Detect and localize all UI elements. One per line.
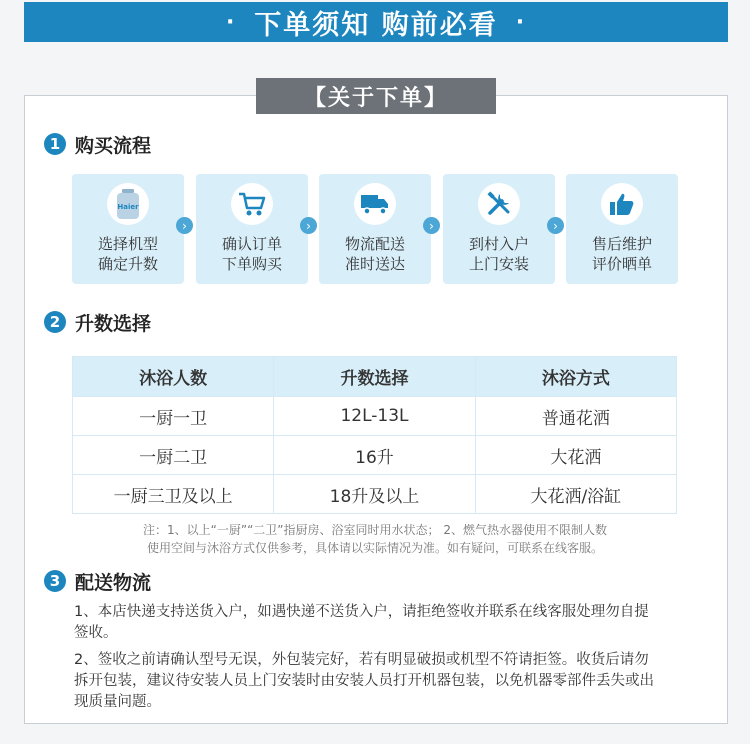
delivery-paragraph: 2、签收之前请确认型号无误，外包装完好，若有明显破损或机型不符请拒签。收货后请勿拆开包装，建议待安装人员上门安装时由安装人员打开机器包装，以免机器零部件丢失或出现质量问题。: [74, 652, 654, 710]
delivery-paragraph: 1、本店快递支持送货入户，如遇快递不送货入户，请拒绝签收并联系在线客服处理勿自提签收。: [74, 604, 649, 641]
step-label-line1: 选择机型: [97, 235, 158, 253]
table-cell: 一厨三卫及以上: [73, 475, 274, 514]
step-logistics: [319, 174, 431, 284]
banner-dot-right: ·: [515, 9, 527, 35]
note-line: 使用空间与沐浴方式仅供参考，具体请以实际情况为准。如有疑问，可联系在线客服。: [146, 541, 603, 555]
chevron-right-icon: ›: [300, 217, 317, 234]
chevron-right-icon: ›: [176, 217, 193, 234]
step-label-line1: 确认订单: [221, 235, 282, 253]
section-number-badge: 1: [44, 133, 66, 155]
section-delivery-heading: [44, 568, 151, 594]
table-header-row: [73, 357, 677, 397]
step-label-line1: 售后维护: [591, 235, 652, 253]
table-header-cell: 沐浴人数: [73, 357, 274, 397]
thumbs-up-icon: [601, 183, 643, 225]
table-row: [73, 397, 677, 436]
step-label-line2: 下单购买: [221, 255, 282, 273]
table-cell: 一厨二卫: [73, 436, 274, 475]
top-banner: [24, 2, 728, 42]
step-confirm-order: [196, 174, 308, 284]
step-label-line2: 评价晒单: [591, 255, 652, 273]
section-capacity-heading: [44, 309, 151, 335]
section-number-badge: 2: [44, 311, 66, 333]
table-cell: 大花洒: [475, 436, 676, 475]
chevron-right-icon: ›: [547, 217, 564, 234]
section-title: 升数选择: [75, 312, 152, 335]
step-select-model: [72, 174, 184, 284]
section-title: 购买流程: [75, 134, 152, 157]
cart-icon: [231, 183, 273, 225]
table-header-cell: 升数选择: [274, 357, 475, 397]
table-cell: 18升及以上: [274, 475, 475, 514]
table-cell: 16升: [274, 436, 475, 475]
table-header-cell: 沐浴方式: [475, 357, 676, 397]
step-label-line1: 物流配送: [344, 235, 405, 253]
banner-dot-left: ·: [225, 9, 237, 35]
water-heater-icon: [107, 183, 149, 225]
brand-logo-text: Haier: [117, 203, 139, 211]
section-tag: 【关于下单】: [256, 78, 496, 114]
section-number-badge: 3: [44, 570, 66, 592]
table-note: [90, 521, 660, 557]
truck-icon: [354, 183, 396, 225]
table-cell: 12L-13L: [274, 397, 475, 436]
step-label-line2: 准时送达: [344, 255, 405, 273]
table-row: [73, 475, 677, 514]
note-line: 注：1、以上“一厨”“二卫”指厨房、浴室同时用水状态； 2、燃气热水器使用不限制人数: [143, 523, 607, 537]
table-cell: 大花洒/浴缸: [475, 475, 676, 514]
section-title: 配送物流: [75, 571, 152, 594]
section-purchase-heading: [44, 131, 151, 157]
purchase-steps: [72, 174, 678, 284]
capacity-table: [72, 356, 677, 514]
table-row: [73, 436, 677, 475]
table-cell: 一厨一卫: [73, 397, 274, 436]
step-installation: [443, 174, 555, 284]
table-cell: 普通花洒: [475, 397, 676, 436]
tools-icon: [478, 183, 520, 225]
step-after-sales: [566, 174, 678, 284]
chevron-right-icon: ›: [423, 217, 440, 234]
step-label-line1: 到村入户: [468, 235, 529, 253]
banner-title: 下单须知 购前必看: [254, 9, 498, 41]
step-label-line2: 确定升数: [97, 255, 158, 273]
step-label-line2: 上门安装: [468, 255, 529, 273]
